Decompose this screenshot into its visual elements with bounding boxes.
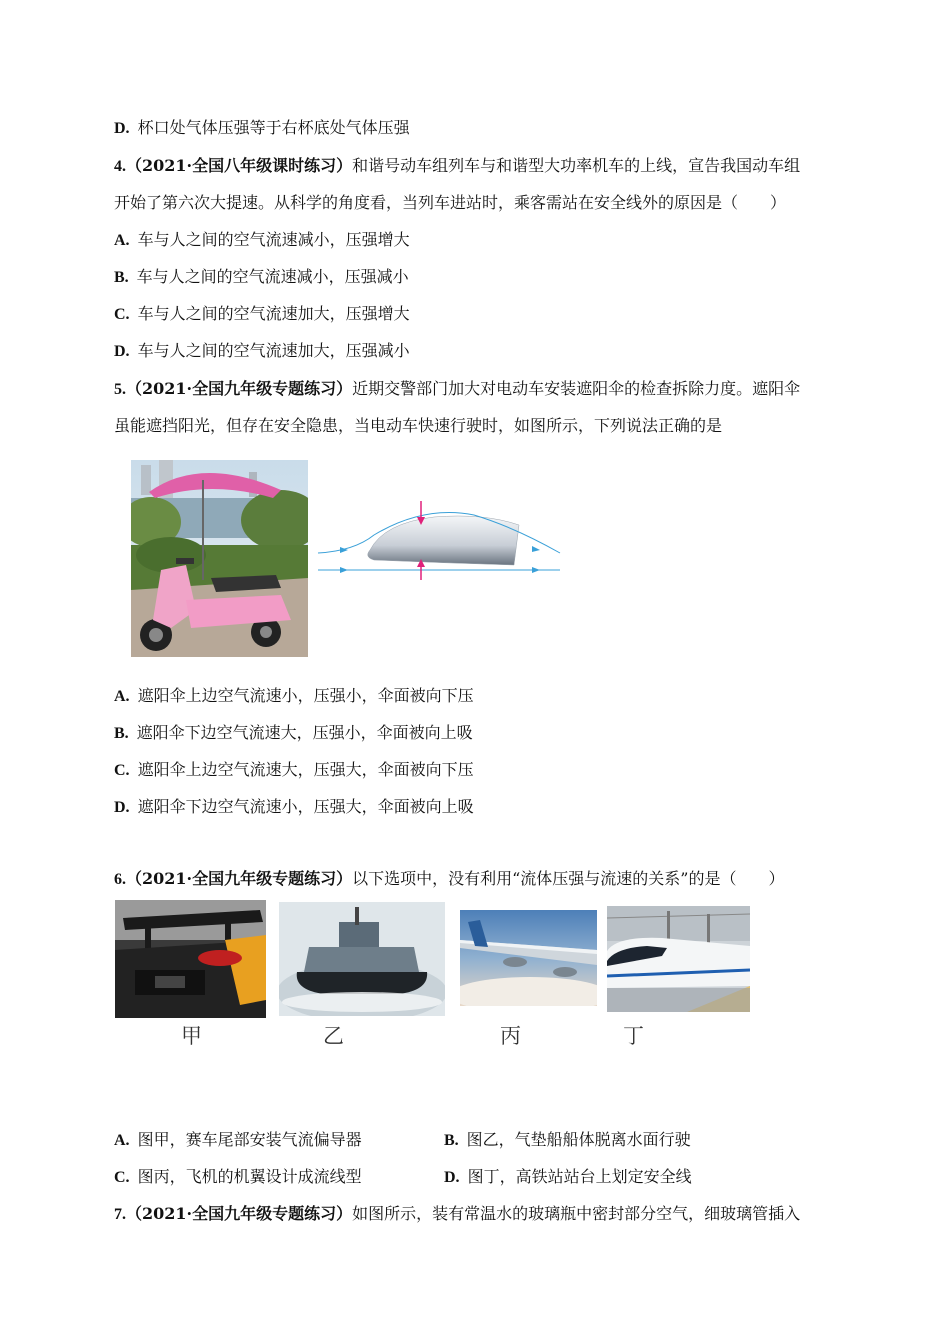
option-letter: B. (114, 269, 129, 286)
option-text: 图丁，高铁站站台上划定安全线 (467, 1167, 692, 1186)
question-number: 6. (114, 871, 126, 888)
question-number: 7. (114, 1206, 126, 1223)
option-text: 杯口处气体压强等于右杯底处气体压强 (137, 118, 410, 137)
q6-stem (114, 869, 784, 890)
q7-stem-line1 (114, 1204, 800, 1225)
race-car-spoiler-photo (115, 900, 266, 1018)
q5-option-d (114, 797, 474, 818)
option-letter: B. (444, 1132, 459, 1149)
question-stem: 以下选项中，没有利用“流体压强与流速的关系”的是（ ） (352, 869, 785, 888)
option-text: 遮阳伞上边空气流速大，压强大，伞面被向下压 (137, 760, 474, 779)
q4-stem-line1 (114, 156, 800, 177)
option-text: 图乙，气垫船船体脱离水面行驶 (466, 1130, 691, 1149)
q6-option-d (444, 1167, 692, 1188)
q6-option-a (114, 1130, 362, 1151)
q4-option-d (114, 341, 410, 362)
q6-option-c (114, 1167, 362, 1188)
option-text: 车与人之间的空气流速加大，压强增大 (137, 304, 410, 323)
caption-bing: 丙 (500, 1024, 521, 1048)
q5-stem-line2: 虽能遮挡阳光，但存在安全隐患，当电动车快速行驶时，如图所示，下列说法正确的是 (114, 416, 723, 435)
option-letter: A. (114, 232, 130, 249)
hovercraft-photo (279, 902, 445, 1016)
option-text: 遮阳伞上边空气流速小，压强小，伞面被向下压 (137, 686, 474, 705)
q5-stem-line1 (114, 379, 800, 400)
scooter-umbrella-photo (131, 460, 308, 657)
option-letter: C. (114, 762, 130, 779)
option-text: 遮阳伞下边空气流速小，压强大，伞面被向上吸 (137, 797, 474, 816)
q4-option-c (114, 304, 410, 325)
option-letter: C. (114, 1169, 130, 1186)
option-letter: B. (114, 725, 129, 742)
q4-option-a (114, 230, 410, 251)
q4-stem-line2: 开始了第六次大提速。从科学的角度看，当列车进站时，乘客需站在安全线外的原因是（ ） (114, 193, 787, 212)
q5-option-b (114, 723, 473, 744)
question-number: 4. (114, 158, 126, 175)
option-text: 遮阳伞下边空气流速大，压强小，伞面被向上吸 (136, 723, 473, 742)
q5-option-a (114, 686, 474, 707)
option-text: 车与人之间的空气流速加大，压强减小 (137, 341, 410, 360)
option-letter: A. (114, 1132, 130, 1149)
option-text: 图丙，飞机的机翼设计成流线型 (137, 1167, 362, 1186)
option-letter: D. (114, 799, 130, 816)
option-letter: D. (444, 1169, 460, 1186)
question-number: 5. (114, 381, 126, 398)
q6-option-b (444, 1130, 691, 1151)
question-source: （2021·全国九年级专题练习） (126, 1204, 353, 1223)
high-speed-train-photo (607, 906, 750, 1012)
q4-option-b (114, 267, 409, 288)
option-letter: D. (114, 343, 130, 360)
caption-jia: 甲 (181, 1024, 202, 1048)
option-text: 车与人之间的空气流速减小，压强减小 (136, 267, 409, 286)
caption-ding: 丁 (623, 1024, 644, 1048)
question-stem: 近期交警部门加大对电动车安装遮阳伞的检查拆除力度。遮阳伞 (352, 379, 801, 398)
question-stem: 如图所示，装有常温水的玻璃瓶中密封部分空气，细玻璃管插入 (352, 1204, 801, 1223)
question-source: （2021·全国八年级课时练习） (126, 156, 353, 175)
caption-yi: 乙 (323, 1024, 344, 1048)
option-letter: A. (114, 688, 130, 705)
q3-option-d (114, 118, 410, 139)
option-letter: D. (114, 120, 130, 137)
option-letter: C. (114, 306, 130, 323)
option-text: 图甲，赛车尾部安装气流偏导器 (137, 1130, 362, 1149)
question-source: （2021·全国九年级专题练习） (126, 379, 353, 398)
question-source: （2021·全国九年级专题练习） (126, 869, 353, 888)
airfoil-flow-diagram (314, 495, 564, 580)
option-text: 车与人之间的空气流速减小，压强增大 (137, 230, 410, 249)
airplane-wing-photo (460, 910, 597, 1006)
question-stem: 和谐号动车组列车与和谐型大功率机车的上线，宣告我国动车组 (352, 156, 801, 175)
q5-option-c (114, 760, 474, 781)
